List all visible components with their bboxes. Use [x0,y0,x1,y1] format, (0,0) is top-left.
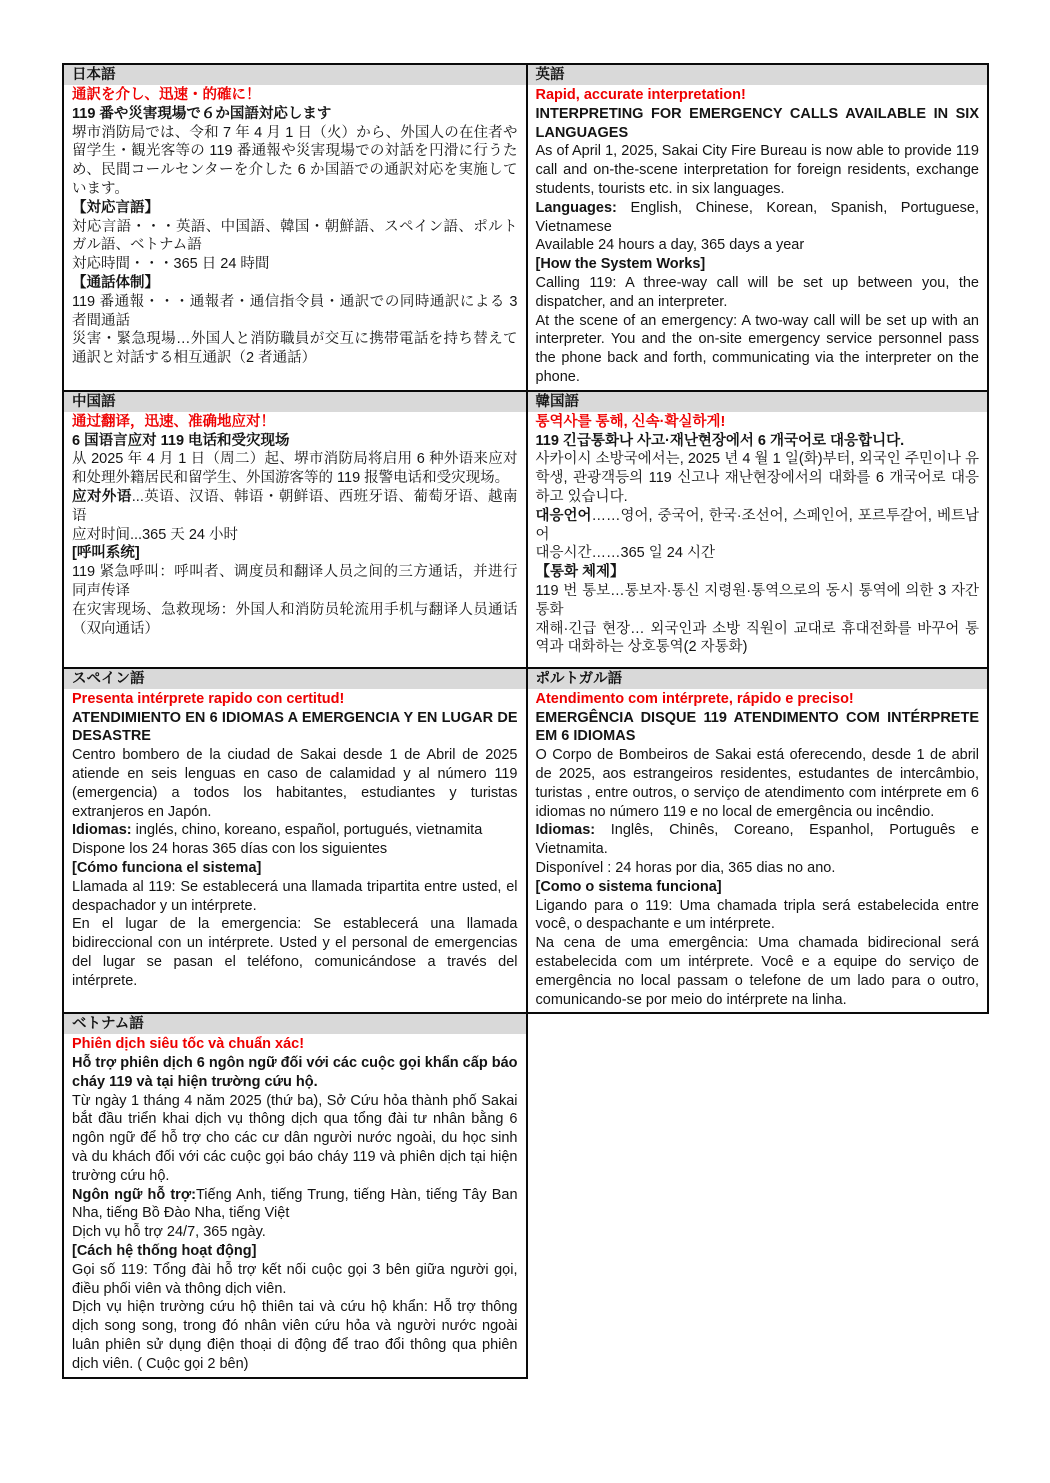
language-header-spanish: スペイン語 [64,669,526,689]
language-header-japanese: 日本語 [64,65,526,85]
section-content [64,1034,526,1376]
body-text [72,915,518,990]
text-run: 対応言語・・・英語、中国語、韓国・朝鮮語、スペイン語、ポルトガル語、ベトナム語 [72,218,518,254]
text-run: ...英语、汉语、韩语・朝鲜语、西班牙语、葡萄牙语、越南语 [72,488,518,524]
text-run: 【通話体制】 [72,274,159,291]
section-spanish [64,669,526,1013]
body-text [72,601,518,639]
text-run: ATENDIMIENTO EN 6 IDIOMAS A EMERGENCIA Y EN LUGAR DE DESASTRE [72,709,518,745]
body-text [536,859,980,878]
table-row [64,667,987,1013]
text-run: Disponível : 24 horas por dia, 365 dias no ano. [535,859,836,876]
section-english [526,65,988,390]
text-run: 通訳を介し、迅速・的確に！ [72,87,261,103]
text-run: 119 番通報・・・通報者・通信指令員・通訳での同時通訳による 3 者間通話 [72,293,518,329]
text-run: [Como o sistema funciona] [535,878,722,895]
text-run: [How the System Works] [535,256,706,273]
heading-text [536,105,980,143]
section-vietnamese [62,1014,528,1378]
section-content [528,85,988,390]
text-run: 【통화 체제】 [535,564,625,581]
text-run: INTERPRETING FOR EMERGENCY CALLS AVAILABLE IN SIX LANGUAGES [535,105,979,141]
body-text [536,620,980,658]
text-run: En el lugar de la emergencia: Se establecerá una llamada bidireccional con un intérprete. Usted y el personal de emergencias del lugar se pasan el teléfono, comunicándose a través del intérprete. [72,916,518,989]
text-run: 【対応言語】 [72,199,159,216]
text-run: 堺市消防局では、令和 7 年 4 月 1 日（火）から、外国人の在住者や留学生・観光客等の 119 番通報や災害現場での対話を円滑に行うため、民間コールセンターを介した 6 か国語での通訳対応を実施しています。 [72,124,518,197]
heading-text [536,709,980,747]
heading-text [72,859,518,878]
body-text [536,934,980,1009]
text-run: ……영어, 중국어, 한국·조선어, 스페인어, 포르투갈어, 베트남어 [535,507,979,543]
heading-text [72,105,518,124]
heading-text [72,544,518,563]
section-japanese [64,65,526,390]
text-run: 対応時間・・・365 日 24 時間 [72,256,270,273]
text-run: 从 2025 年 4 月 1 日（周二）起、堺市消防局将启用 6 种外语来应对和处理外籍居民和留学生、外国游客等的 119 报警电话和受灾现场。 [72,451,518,487]
text-run: 在灾害现场、急救现场：外国人和消防员轮流用手机与翻译人员通话（双向通话） [72,601,518,637]
body-text [536,746,980,821]
body-text [72,526,518,545]
body-text [536,544,980,563]
text-run: Từ ngày 1 tháng 4 năm 2025 (thứ ba), Sở Cứu hỏa thành phố Sakai bắt đầu triển khai dịch vụ thông dịch qua tổng đài tư nhân bằng 6 ngôn ngữ để hỗ trợ cho các cư dân người nước ngoài, du học sinh và du khách đối với các cuộc gọi báo cháy 119 và phiên dịch tại hiện trường cứu hộ. [72,1092,518,1184]
text-run: Inglês, Chinês, Coreano, Espanhol, Português e Vietnamita. [535,822,979,858]
body-text [536,582,980,620]
text-run: [Cách hệ thống hoạt động] [72,1243,257,1260]
body-text [72,450,518,488]
body-text [536,821,980,859]
text-run: Na cena de uma emergência: Uma chamada bidirecional será estabelecida com um intérprete. Você e a equipe do serviço de emergência no local passam o telefone de um lado para o outro, comunicando-se por meio do intérprete na linha. [535,935,979,1008]
text-run: Centro bombero de la ciudad de Sakai desde 1 de Abril de 2025 atiende en seis lenguas en caso de calamidad y al número 119 (emergencia) a todos los habitantes, estudiantes y turistas extranjeros en Japón. [72,747,518,820]
heading-text [536,255,980,274]
section-portuguese [526,669,988,1013]
body-text [536,142,980,198]
language-header-portuguese: ポルトガル語 [528,669,988,689]
body-text [72,563,518,601]
text-run: 災害・緊急現場…外国人と消防職員が交互に携帯電話を持ち替えて通訳と対話する相互通訳（2 者通話） [72,331,518,367]
heading-text [72,274,518,293]
text-run: 119 긴급통화나 사고·재난현장에서 6 개국어로 대응합니다. [535,432,905,449]
text-run: [Cómo funciona el sistema] [72,859,262,876]
text-run: Phiên dịch siêu tốc và chuẩn xác! [72,1036,305,1053]
text-run: Ligando para o 119: Uma chamada tripla será estabelecida entre você, o despachante e um intérprete. [535,897,979,933]
slogan-text [72,690,518,709]
text-run: 6 国语言应对 119 电话和受灾现场 [72,432,290,449]
body-text [72,330,518,368]
table-row [64,390,987,667]
text-run: EMERGÊNCIA DISQUE 119 ATENDIMENTO COM INTÉRPRETE EM 6 IDIOMAS [535,709,979,745]
text-run: At the scene of an emergency: A two-way call will be set up with an interpreter. You and the on-site emergency service personnel pass the phone back and forth, communicating via the interpreter on the phone. [535,312,979,385]
body-text [536,236,980,255]
section-content [64,412,526,642]
text-run: Hỗ trợ phiên dịch 6 ngôn ngữ đối với các cuộc gọi khẩn cấp báo cháy 119 và tại hiện trường cứu hộ. [72,1055,518,1090]
text-run: Available 24 hours a day, 365 days a year [535,237,805,254]
text-run: Ngôn ngữ hỗ trợ: [72,1186,196,1203]
body-text [72,840,518,859]
slogan-text [536,413,980,432]
text-run: Atendimento com intérprete, rápido e preciso! [535,690,854,707]
text-run: Rapid, accurate interpretation! [535,87,746,103]
section-chinese [64,392,526,667]
slogan-text [536,86,980,105]
text-run: 대응시간……365 일 24 시간 [535,545,715,562]
slogan-text [72,86,518,105]
text-run: Idiomas: [72,822,132,839]
heading-text [72,432,518,451]
text-run: 사카이시 소방국에서는, 2025 년 4 월 1 일(화)부터, 외국인 주민이나 유학생, 관광객등의 119 신고나 재난현장에서의 대화를 6 개국어로 대응하고 있습니다. [535,451,979,505]
body-text [536,312,980,387]
text-run: Llamada al 119: Se establecerá una llamada tripartita entre usted, el despachador y un intérprete. [72,878,518,914]
body-text [72,1092,518,1186]
text-run: 재해·긴급 현장… 외국인과 소방 직원이 교대로 휴대전화를 바꾸어 통역과 대화하는 상호통역(2 자통화) [535,620,979,656]
text-run: 通过翻译，迅速、准确地应对！ [72,413,275,430]
text-run: [呼叫系统] [72,545,140,562]
body-text [536,507,980,545]
text-run: Languages: [535,199,617,216]
body-text [72,255,518,274]
heading-text [72,199,518,218]
table-body [62,63,989,1014]
text-run: Dispone los 24 horas 365 días con los siguientes [72,841,388,858]
text-run: Dịch vụ hiện trường cứu hộ thiên tai và cứu hộ khẩn: Hỗ trợ thông dịch song song, trong đó nhân viên cứu hỏa và người nước ngoài luân phiên sử dụng điện thoại di động để trao đổi thông qua phiên dịch viên. ( Cuộc gọi 2 bên) [72,1299,518,1372]
text-run: 119 紧急呼叫：呼叫者、调度员和翻译人员之间的三方通话，并进行同声传译 [72,564,518,599]
slogan-text [536,690,980,709]
text-run: O Corpo de Bombeiros de Sakai está oferecendo, desde 1 de abril de 2025, aos estrangeiros residentes, estudantes de intercâmbio, turistas , entre outros, o serviço de atendimento com intérprete em 6 idiomas no número 119 e no local de emergência ou incêndio. [535,747,979,820]
body-text [72,124,518,199]
body-text [72,293,518,331]
text-run: 应对外语 [72,488,132,505]
section-content [64,689,526,994]
text-run: inglés, chino, koreano, español, portugués, vietnamita [131,822,483,839]
body-text [536,199,980,237]
slogan-text [72,1035,518,1054]
text-run: 应对时间...365 天 24 小时 [72,526,238,543]
multilingual-notice-table [62,63,989,1379]
body-text [72,746,518,821]
text-run: Presenta intérprete rapido con certitud! [72,690,345,707]
body-text [72,1261,518,1299]
language-header-english: 英語 [528,65,988,85]
text-run: 대응언어 [535,507,592,524]
text-run: Tiếng Anh, tiếng Trung, tiếng Hàn, tiếng Tây Ban Nha, tiếng Bồ Đào Nha, tiếng Việt [72,1186,518,1222]
heading-text [536,563,980,582]
text-run: 통역사를 통해, 신속·확실하게! [535,413,726,430]
text-run: Calling 119: A three-way call will be set up between you, the dispatcher, and an interpreter. [535,274,979,310]
text-run: 119 번 통보…통보자·통신 지령원·통역으로의 동시 통역에 의한 3 자간 통화 [535,582,979,618]
body-text [536,897,980,935]
body-text [536,450,980,506]
section-content [528,689,988,1013]
table-row [64,65,987,390]
body-text [536,274,980,312]
heading-text [536,432,980,451]
text-run: 119 番や災害現場で６か国語対応します [72,105,332,122]
language-header-vietnamese: ベトナム語 [64,1014,526,1034]
body-text [72,1186,518,1224]
slogan-text [72,413,518,432]
body-text [72,1223,518,1242]
text-run: Idiomas: [535,822,596,839]
body-text [72,488,518,526]
heading-text [72,1054,518,1092]
text-run: Dịch vụ hỗ trợ 24/7, 365 ngày. [72,1224,266,1241]
text-run: Gọi số 119: Tổng đài hỗ trợ kết nối cuộc gọi 3 bên giữa người gọi, điều phối viên và thông dịch viên. [72,1261,518,1297]
body-text [72,218,518,256]
body-text [72,1298,518,1373]
heading-text [72,1242,518,1261]
language-header-korean: 韓国語 [528,392,988,412]
body-text [72,821,518,840]
heading-text [536,878,980,897]
heading-text [72,709,518,747]
language-header-chinese: 中国語 [64,392,526,412]
text-run: As of April 1, 2025, Sakai City Fire Bureau is now able to provide 119 call and on-the-scene interpretation for foreign residents, exchange students, tourists etc. in six languages. [535,143,979,197]
section-content [528,412,988,660]
section-content [64,85,526,371]
body-text [72,878,518,916]
section-korean [526,392,988,667]
text-run: English, Chinese, Korean, Spanish, Portuguese, Vietnamese [535,199,979,235]
